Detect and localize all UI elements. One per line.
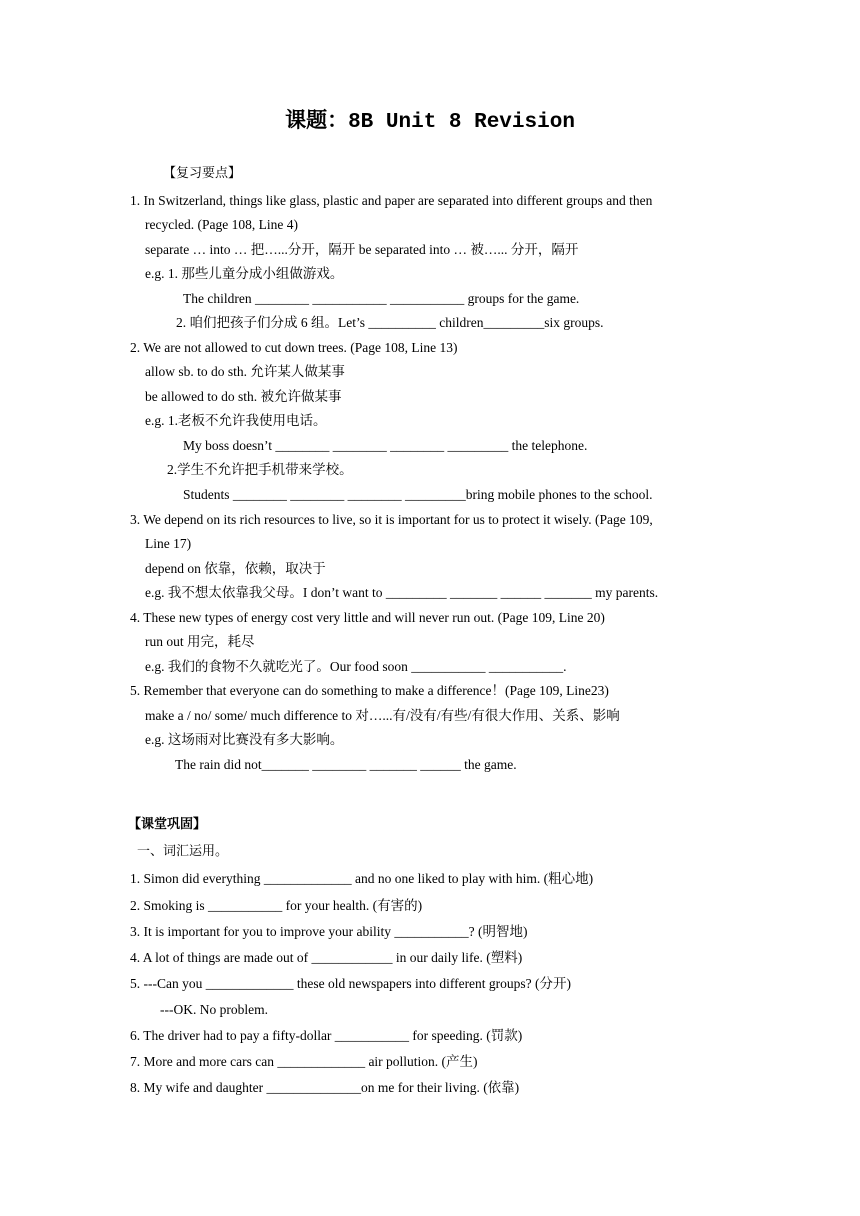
review-line: e.g. 这场雨对比赛没有多大影响。 bbox=[145, 732, 344, 747]
practice-item: ---OK. No problem. bbox=[160, 1002, 268, 1017]
title-label: 课题： bbox=[285, 108, 349, 132]
review-line: The children ________ ___________ ___________ groups for the game. bbox=[183, 291, 580, 306]
practice-item: 8. My wife and daughter ______________on me for their living. (依靠) bbox=[130, 1080, 520, 1095]
review-line: recycled. (Page 108, Line 4) bbox=[145, 217, 298, 232]
review-line: separate … into … 把…...分开，隔开 be separated into … 被…... 分开，隔开 bbox=[145, 242, 579, 257]
review-line: allow sb. to do sth. 允许某人做某事 bbox=[145, 364, 345, 379]
practice-item: 3. It is important for you to improve your ability ___________? (明智地) bbox=[130, 924, 528, 939]
page-title bbox=[0, 104, 860, 134]
practice-item: 2. Smoking is ___________ for your health. (有害的) bbox=[130, 898, 423, 913]
review-line: make a / no/ some/ much difference to 对…...有/没有/有些/有很大作用、关系、影响 bbox=[145, 708, 620, 723]
review-line: 2. We are not allowed to cut down trees. (Page 108, Line 13) bbox=[130, 340, 458, 355]
review-line: Students ________ ________ ________ _________bring mobile phones to the school. bbox=[183, 487, 653, 502]
review-line: e.g. 我不想太依靠我父母。I don’t want to _________ _______ ______ _______ my parents. bbox=[145, 585, 659, 600]
practice-item: 7. More and more cars can _____________ air pollution. (产生) bbox=[130, 1054, 478, 1069]
review-line: 4. These new types of energy cost very little and will never run out. (Page 109, Line 20) bbox=[130, 610, 605, 625]
review-line: Line 17) bbox=[145, 536, 192, 551]
review-line: depend on 依靠，依赖，取决于 bbox=[145, 561, 326, 576]
review-line: run out 用完，耗尽 bbox=[145, 634, 255, 649]
practice-item: 1. Simon did everything _____________ and no one liked to play with him. (粗心地) bbox=[130, 871, 594, 886]
review-line: e.g. 1. 那些儿童分成小组做游戏。 bbox=[145, 266, 344, 281]
review-line: e.g. 我们的食物不久就吃光了。Our food soon ___________ ___________. bbox=[145, 659, 567, 674]
practice-subheading: 一、词汇运用。 bbox=[137, 844, 229, 859]
review-line: 2.学生不允许把手机带来学校。 bbox=[167, 462, 353, 477]
practice-item: 6. The driver had to pay a fifty-dollar ___________ for speeding. (罚款) bbox=[130, 1028, 523, 1043]
review-line: 1. In Switzerland, things like glass, plastic and paper are separated into different groups and then bbox=[130, 193, 653, 208]
review-line: 5. Remember that everyone can do something to make a difference！(Page 109, Line23) bbox=[130, 683, 609, 698]
practice-heading: 【课堂巩固】 bbox=[128, 817, 207, 832]
review-line: The rain did not_______ ________ _______ ______ the game. bbox=[175, 757, 517, 772]
review-line: My boss doesn’t ________ ________ ________ _________ the telephone. bbox=[183, 438, 588, 453]
review-line: e.g. 1.老板不允许我使用电话。 bbox=[145, 413, 327, 428]
review-line: 2. 咱们把孩子们分成 6 组。Let’s __________ children_________six groups. bbox=[176, 315, 604, 330]
review-heading: 【复习要点】 bbox=[163, 166, 242, 181]
review-line: be allowed to do sth. 被允许做某事 bbox=[145, 389, 342, 404]
review-line: 3. We depend on its rich resources to live, so it is important for us to protect it wisely. (Page 109, bbox=[130, 512, 653, 527]
title-unit: 8B Unit 8 Revision bbox=[348, 111, 575, 134]
practice-item: 4. A lot of things are made out of ____________ in our daily life. (塑料) bbox=[130, 950, 523, 965]
practice-item: 5. ---Can you _____________ these old newspapers into different groups? (分开) bbox=[130, 976, 572, 991]
